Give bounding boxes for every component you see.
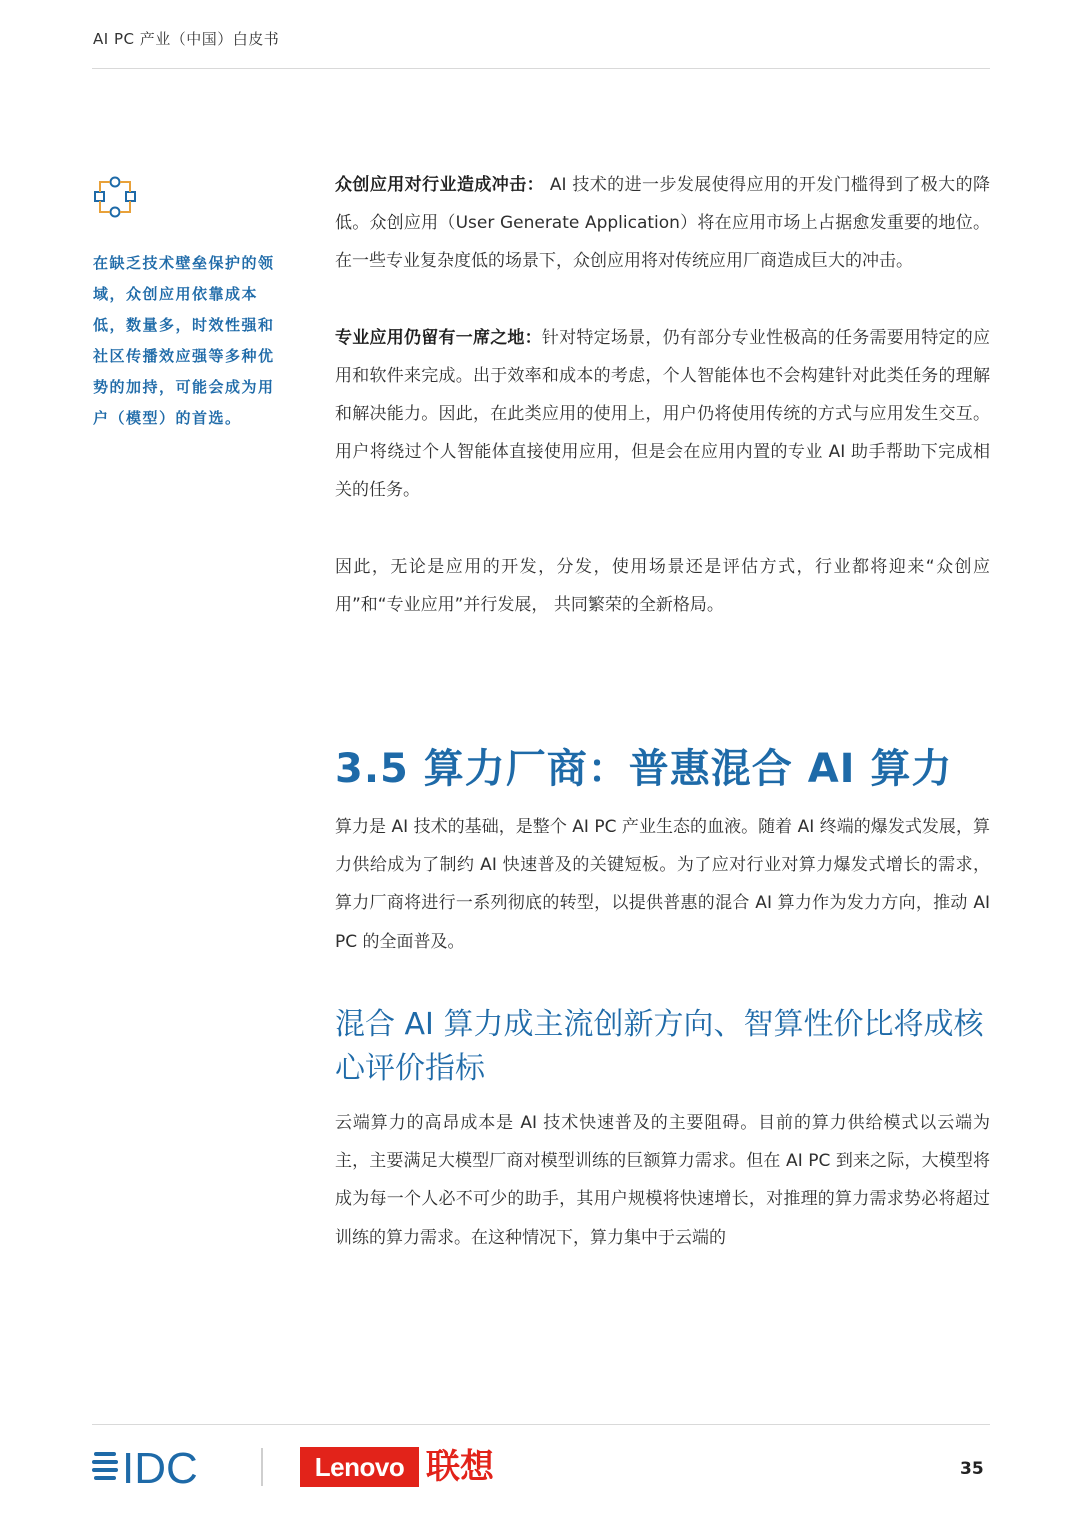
lenovo-logo: Lenovo <box>300 1447 419 1487</box>
text-pro-apps: 针对特定场景，仍有部分专业性极高的任务需要用特定的应用和软件来完成。出于效率和成本的考虑，个人智能体也不会构建针对此类任务的理解和解决能力。因此，在此类应用的使用上，用户仍将使用传统的方式与应用发生交互。用户将绕过个人智能体直接使用应用，但是会在应用内置的专业 AI 助手帮助下完成相关的任务。 <box>335 327 991 501</box>
section-industry-impact <box>335 166 990 624</box>
paragraph-cloud-cost: 云端算力的高昂成本是 AI 技术快速普及的主要阻碍。目前的算力供给模式以云端为主，主要满足大模型厂商对模型训练的巨额算力需求。但在 AI PC 到来之际，大模型将成为每一个人必不可少的助手，其用户规模将快速增长，对推理的算力需求势必将超过训练的算力需求。在这种情况下，算力集中于云端的 <box>335 1113 990 1248</box>
page-number: 35 <box>960 1459 984 1479</box>
section-hybrid-ai <box>335 1104 990 1257</box>
paragraph-pro-apps <box>335 319 990 510</box>
text-crowd-apps: AI 技术的进一步发展使得应用的开发门槛得到了极大的降低。众创应用（User Generate Application）将在应用市场上占据愈发重要的地位。在一些专业复杂度低的场景下，众创应用将对传统应用厂商造成巨大的冲击。 <box>335 175 991 272</box>
document-header-title: AI PC 产业（中国）白皮书 <box>93 30 280 48</box>
header-divider <box>92 68 990 69</box>
footer-divider <box>92 1424 990 1425</box>
lead-crowd-apps: 众创应用对行业造成冲击： <box>335 175 545 195</box>
lenovo-chinese-logo: 联想 <box>426 1447 494 1487</box>
section-compute-intro <box>335 808 990 961</box>
paragraph-crowd-apps <box>335 166 990 281</box>
svg-text:IDC: IDC <box>122 1444 198 1489</box>
subsection-heading-hybrid-ai: 混合 AI 算力成主流创新方向、智算性价比将成核心评价指标 <box>335 1007 984 1086</box>
idc-logo <box>92 1443 228 1489</box>
network-nodes-icon <box>92 174 138 220</box>
lead-pro-apps: 专业应用仍留有一席之地： <box>335 327 542 348</box>
section-heading-3-5: 3.5 算力厂商：普惠混合 AI 算力 <box>335 746 953 792</box>
logo-separator <box>261 1448 263 1486</box>
paragraph-compute-intro: 算力是 AI 技术的基础，是整个 AI PC 产业生态的血液。随着 AI 终端的爆发式发展，算力供给成为了制约 AI 快速普及的关键短板。为了应对行业对算力爆发式增长的需求，算力厂商将进行一系列彻底的转型，以提供普惠的混合 AI 算力作为发力方向，推动 AI PC 的全面普及。 <box>335 817 990 952</box>
paragraph-conclusion: 因此，无论是应用的开发，分发，使用场景还是评估方式，行业都将迎来“众创应用”和“专业应用”并行发展， 共同繁荣的全新格局。 <box>335 556 990 615</box>
sidebar-callout: 在缺乏技术壁垒保护的领域，众创应用依靠成本低，数量多，时效性强和社区传播效应强等多种优势的加持，可能会成为用户（模型）的首选。 <box>93 254 275 427</box>
